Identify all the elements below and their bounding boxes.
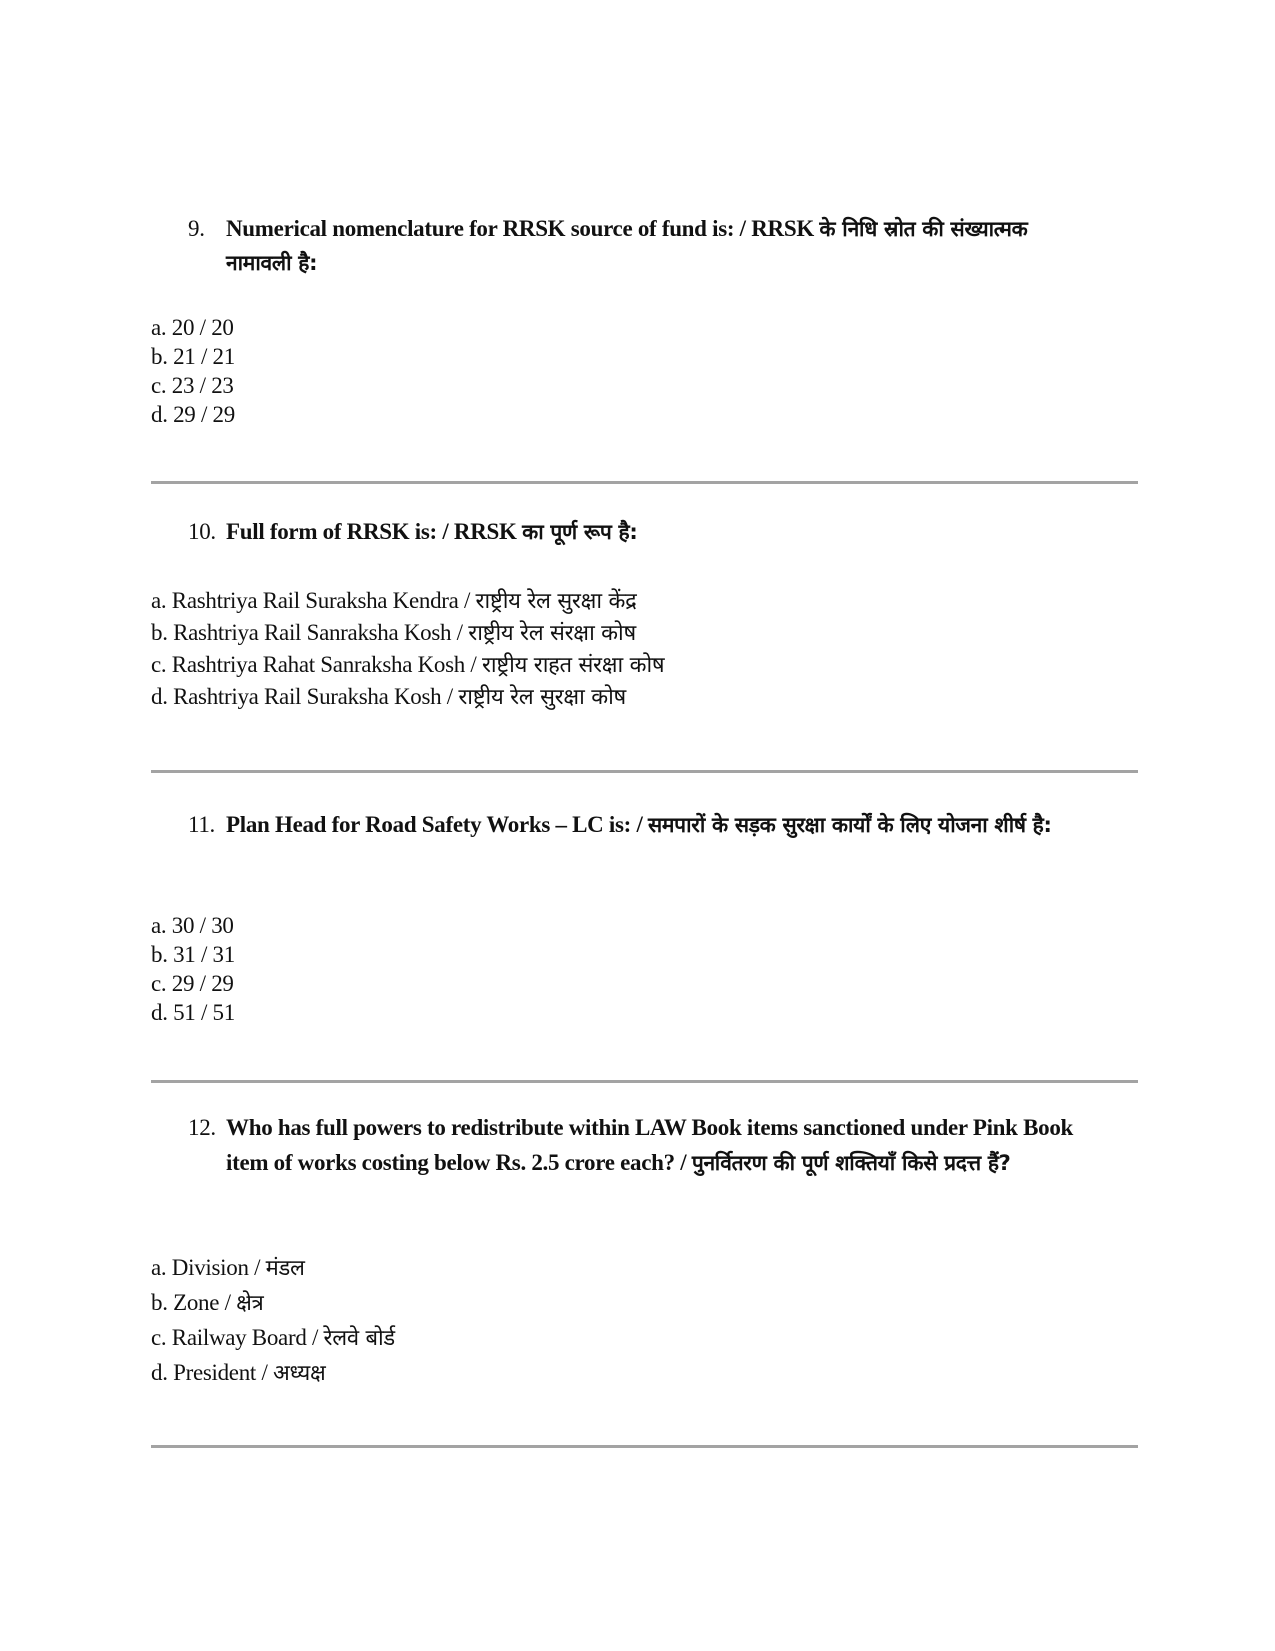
question-text-en: Numerical nomenclature for RRSK source of fund is: / RRSK [226, 216, 820, 241]
option-label-en: d. Rashtriya Rail Suraksha Kosh / [151, 684, 459, 709]
option-label-en: b. Zone / [151, 1290, 237, 1315]
option-b[interactable] [151, 1285, 395, 1320]
option-label-en: c. Rashtriya Rahat Sanraksha Kosh / [151, 652, 482, 677]
option-label-hi: राष्ट्रीय रेल संरक्षा कोष [468, 621, 636, 646]
option-c[interactable]: c. 29 / 29 [151, 971, 234, 996]
divider [151, 1080, 1138, 1083]
question-11 [188, 808, 1068, 842]
option-label-hi: रेलवे बोर्ड [323, 1326, 395, 1351]
question-9 [188, 212, 1048, 280]
question-text-hi: समपारों के सड़क सुरक्षा कार्यों के लिए योजना शीर्ष है: [648, 813, 1052, 837]
question-text [226, 808, 1068, 842]
option-label-en: d. President / [151, 1360, 273, 1385]
question-number: 10. [188, 519, 216, 544]
option-d[interactable]: d. 29 / 29 [151, 402, 235, 427]
option-a[interactable] [151, 1250, 395, 1285]
divider [151, 481, 1138, 484]
question-10 [188, 515, 1088, 549]
option-label-en: a. Rashtriya Rail Suraksha Kendra / [151, 588, 476, 613]
question-text-en: Full form of RRSK is: / RRSK [226, 519, 523, 544]
option-c[interactable] [151, 649, 664, 681]
option-a[interactable]: a. 30 / 30 [151, 913, 234, 938]
options-list-q12 [151, 1250, 395, 1390]
question-text-hi: के निधि स्रोत की संख्यात्मक नामावली है: [226, 217, 1028, 275]
option-d[interactable]: d. 51 / 51 [151, 1000, 235, 1025]
option-a[interactable] [151, 585, 664, 617]
option-label-hi: मंडल [265, 1256, 305, 1281]
question-number: 9. [188, 216, 205, 241]
options-list-q9 [151, 313, 235, 429]
question-text-hi: का पूर्ण रूप है: [522, 520, 638, 544]
option-d[interactable] [151, 1355, 395, 1390]
question-text [226, 515, 1088, 549]
option-b[interactable] [151, 617, 664, 649]
option-b[interactable]: b. 31 / 31 [151, 942, 235, 967]
options-list-q10 [151, 585, 664, 713]
option-label-en: b. Rashtriya Rail Sanraksha Kosh / [151, 620, 469, 645]
option-b[interactable]: b. 21 / 21 [151, 344, 235, 369]
divider [151, 1445, 1138, 1448]
question-number: 12. [188, 1115, 216, 1140]
option-label-hi: अध्यक्ष [273, 1361, 326, 1386]
question-12 [188, 1110, 1088, 1181]
option-label-hi: राष्ट्रीय रेल सुरक्षा कोष [458, 685, 626, 710]
option-d[interactable] [151, 681, 664, 713]
question-text [226, 212, 1048, 280]
option-c[interactable]: c. 23 / 23 [151, 373, 234, 398]
question-number: 11. [188, 812, 215, 837]
option-c[interactable] [151, 1320, 395, 1355]
option-label-hi: राष्ट्रीय राहत संरक्षा कोष [481, 653, 665, 678]
option-label-en: a. Division / [151, 1255, 266, 1280]
question-text-en: Plan Head for Road Safety Works – LC is: / [226, 812, 649, 837]
option-a[interactable]: a. 20 / 20 [151, 315, 234, 340]
question-text [226, 1110, 1088, 1181]
option-label-hi: क्षेत्र [236, 1291, 264, 1316]
question-text-hi: पुनर्वितरण की पूर्ण शक्तियाँ किसे प्रदत्त हैं? [691, 1151, 1011, 1175]
options-list-q11 [151, 911, 235, 1027]
question-text-en: Who has full powers to redistribute within LAW Book items sanctioned under Pink Book item of works costing below Rs. 2.5 crore each? / [226, 1115, 1074, 1175]
option-label-en: c. Railway Board / [151, 1325, 324, 1350]
divider [151, 770, 1138, 773]
option-label-hi: राष्ट्रीय रेल सुरक्षा केंद्र [475, 589, 637, 614]
